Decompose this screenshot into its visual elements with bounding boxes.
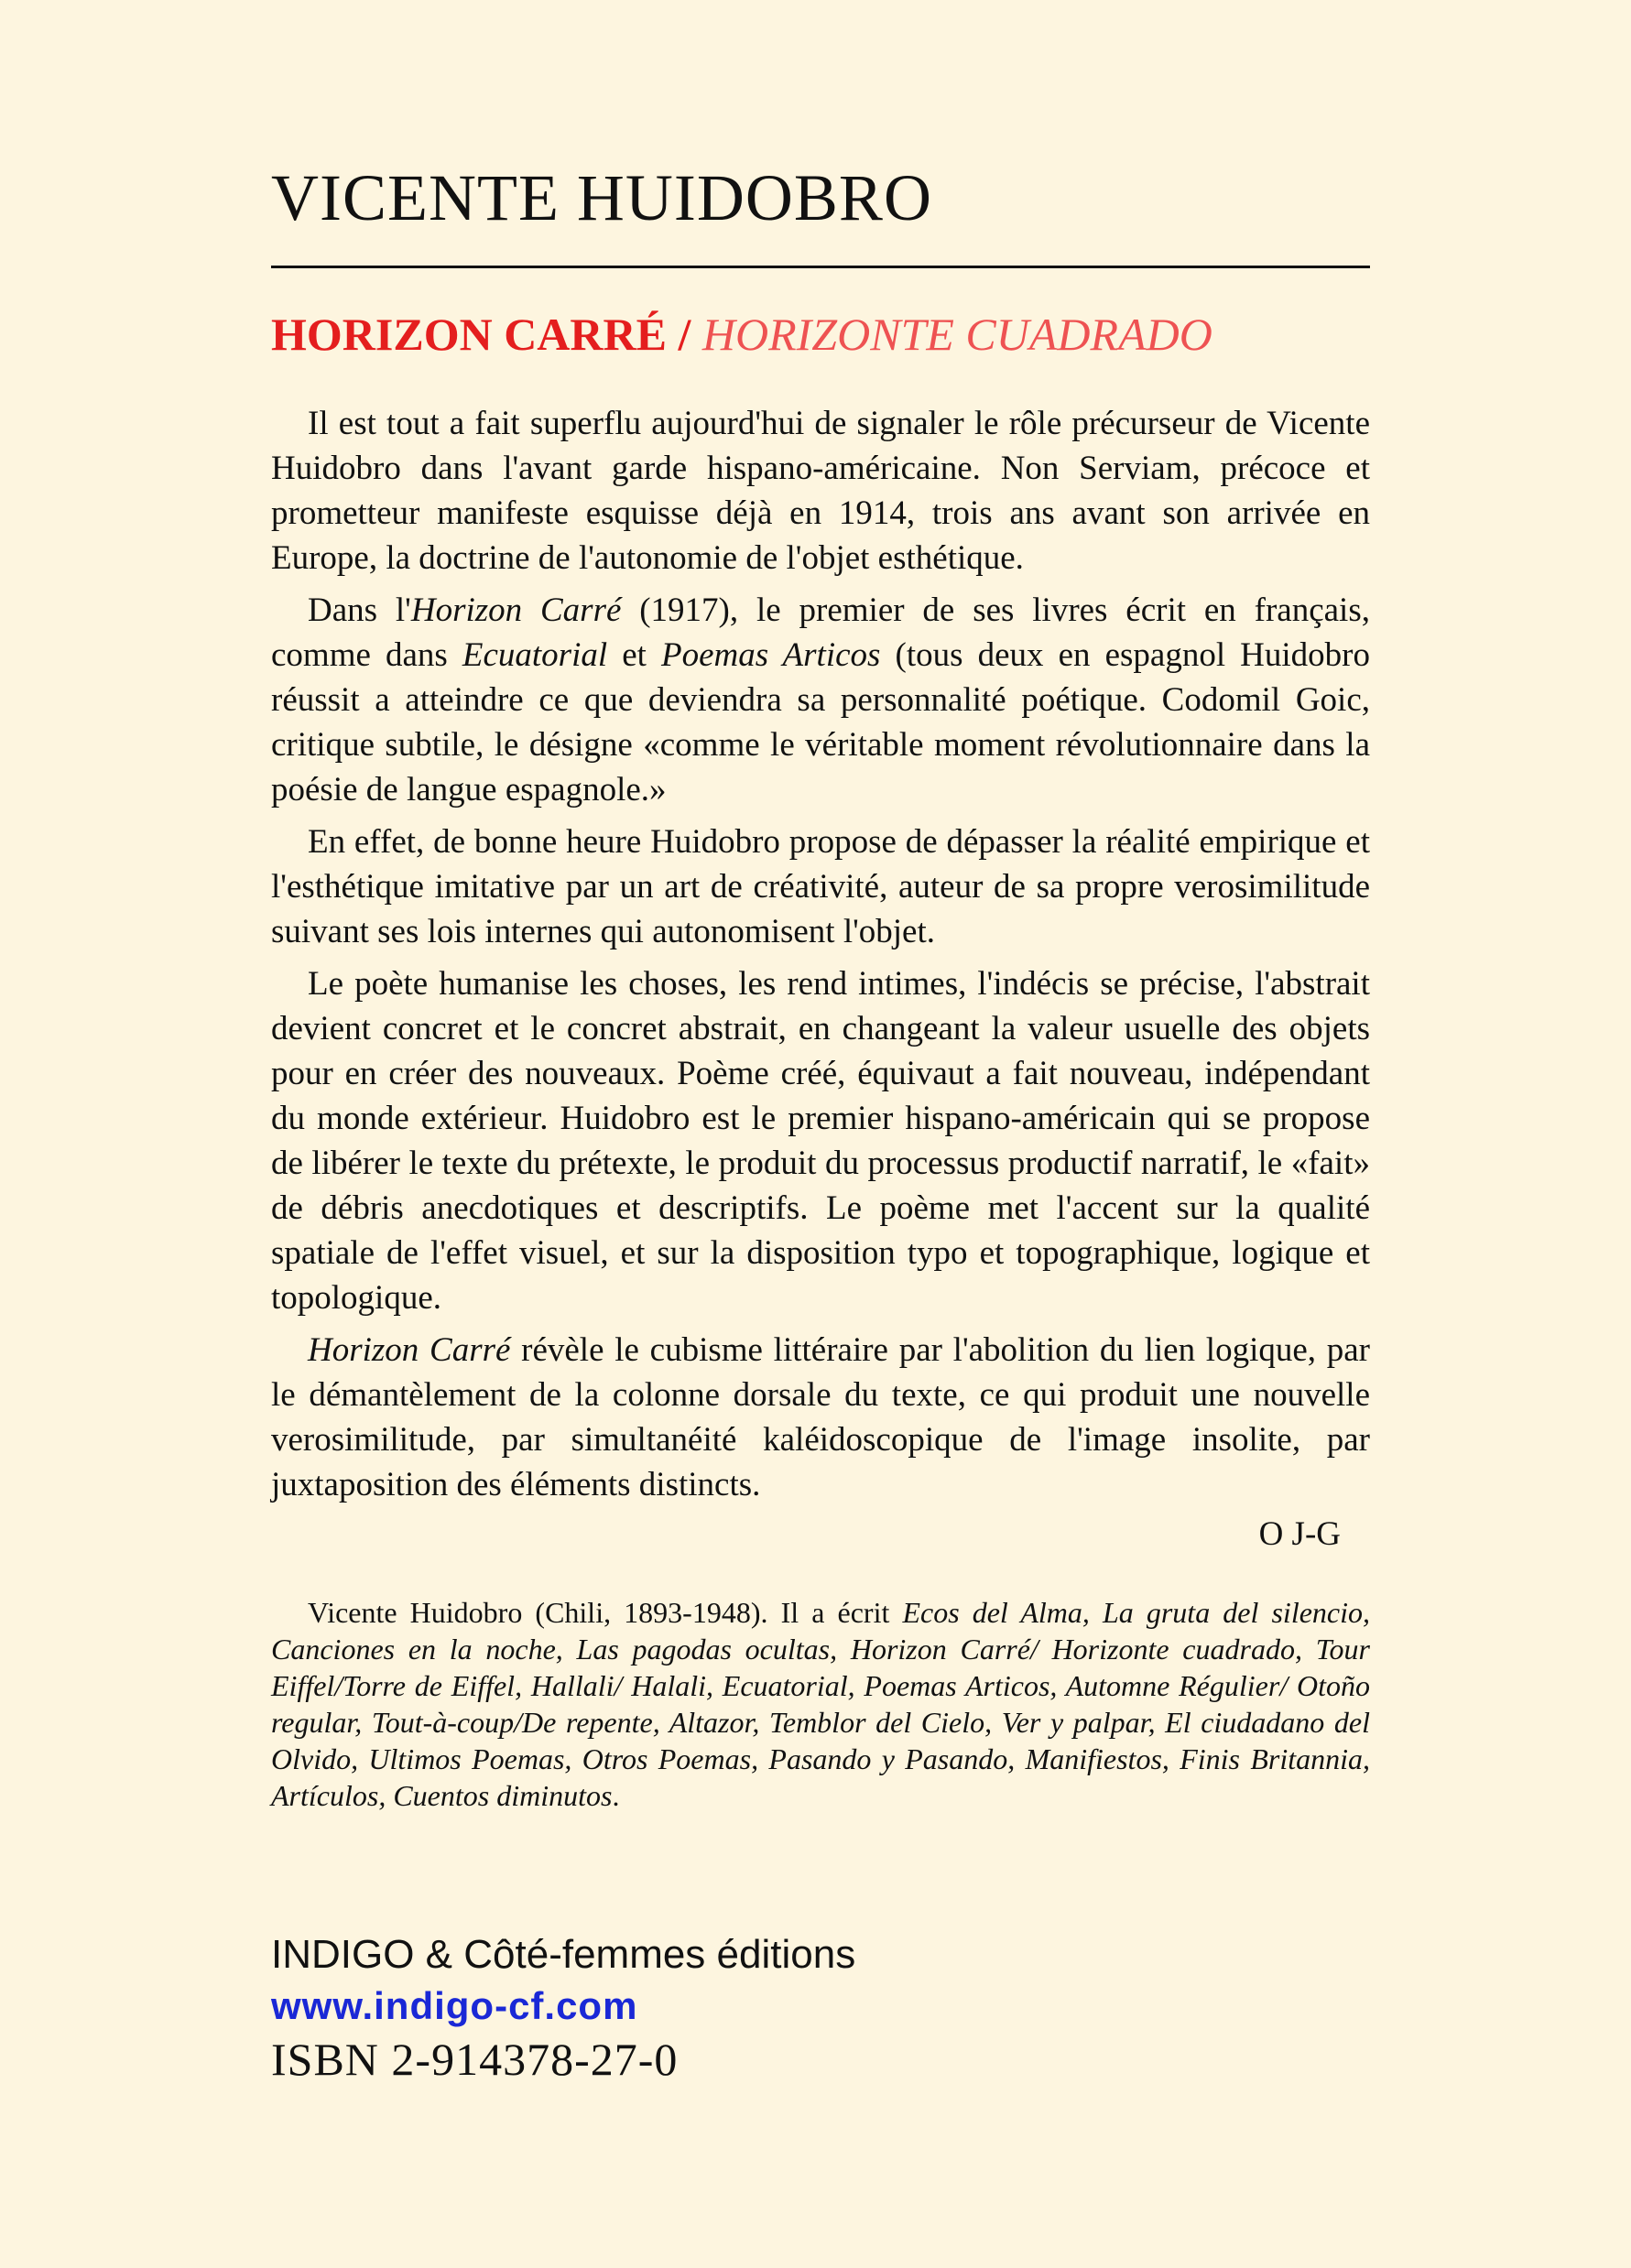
blurb-text (271, 401, 1370, 1507)
publisher-info (271, 1929, 1370, 2087)
paragraph-2-text-c: (1917), le premier de ses livres écrit en français, comme dans (271, 591, 1370, 674)
header-divider (271, 266, 1370, 268)
paragraph-2-title-horizon: Horizon Carré (410, 591, 622, 629)
isbn-number: ISBN 2-914378-27-0 (271, 2034, 679, 2085)
paragraph-2-text-g: (tous deux en espagnol Huidobro réussit a atteindre ce que deviendra sa personnalité poétique. Codomil Goic, critique subtile, le désigne «comme le véritable moment révolutionnaire dans la poésie de langue espagnole.» (271, 636, 1370, 808)
publisher-website-link[interactable]: www.indigo-cf.com (271, 1984, 638, 2027)
paragraph-3: En effet, de bonne heure Huidobro propose de dépasser la réalité empirique et l'esthétique imitative par un art de créativité, auteur de sa propre verosimilitude suivant ses lois internes qui autonomisent l'objet. (271, 823, 1370, 950)
back-cover (271, 161, 1371, 2087)
paragraph-4: Le poète humanise les choses, les rend intimes, l'indécis se précise, l'abstrait devient concret et le concret abstrait, en changeant la valeur usuelle des objets pour en créer des nouveaux. Poème créé, équivaut a fait nouveau, indépendant du monde extérieur. Huidobro est le premier hispano-américain qui se propose de libérer le texte du prétexte, le produit du processus productif narratif, le «fait» de débris anecdotiques et descriptifs. Le poème met l'accent sur la qualité spatiale de l'effet visuel, et sur la disposition typo et topographique, logique et topologique. (271, 965, 1370, 1317)
paragraph-5-text: révèle le cubisme littéraire par l'abolition du lien logique, par le démantèlement de la colonne dorsale du texte, ce qui produit une nouvelle verosimilitude, par simultanéité kaléidoscopique de l'image insolite, par juxtaposition des éléments distincts. (271, 1331, 1370, 1503)
paragraph-2-text-e: et (607, 636, 661, 674)
book-title (271, 309, 1370, 360)
paragraph-2 (271, 588, 1370, 812)
paragraph-1: Il est tout a fait superflu aujourd'hui de signaler le rôle précurseur de Vicente Huidobro dans l'avant garde hispano-américaine. Non Serviam, précoce et prometteur manifeste esquisse déjà en 1914, trois ans avant son arrivée en Europe, la doctrine de l'autonomie de l'objet esthétique. (271, 405, 1370, 577)
paragraph-5-title-horizon: Horizon Carré (308, 1331, 511, 1369)
paragraph-2-title-poemas: Poemas Articos (661, 636, 881, 674)
bio-end: . (612, 1779, 620, 1812)
publisher-name: INDIGO & Côté-femmes éditions (271, 1932, 856, 1977)
bio-works-list: Ecos del Alma, La gruta del silencio, Canciones en la noche, Las pagodas ocultas, Horizon Carré/ Horizonte cuadrado, Tour Eiffel/Torre de Eiffel, Hallali/ Halali, Ecuatorial, Poemas Articos, Automne Régulier/ Otoño regular, Tout-à-coup/De repente, Altazor, Temblor del Cielo, Ver y palpar, El ciudadano del Olvido, Ultimos Poemas, Otros Poemas, Pasando y Pasando, Manifiestos, Finis Britannia, Artículos, Cuentos diminutos (271, 1596, 1371, 1812)
author-signature: O J-G (1258, 1515, 1341, 1553)
paragraph-5 (271, 1328, 1370, 1507)
paragraph-2-text-a: Dans l' (308, 591, 411, 629)
author-name: VICENTE HUIDOBRO (271, 161, 932, 234)
paragraph-2-title-ecuatorial: Ecuatorial (462, 636, 608, 674)
bio-intro: Vicente Huidobro (Chili, 1893-1948). Il a écrit (308, 1596, 903, 1629)
title-spanish: HORIZONTE CUADRADO (701, 309, 1212, 360)
author-bio (271, 1594, 1370, 1814)
title-french: HORIZON CARRÉ (271, 309, 667, 360)
title-separator: / (678, 309, 691, 360)
